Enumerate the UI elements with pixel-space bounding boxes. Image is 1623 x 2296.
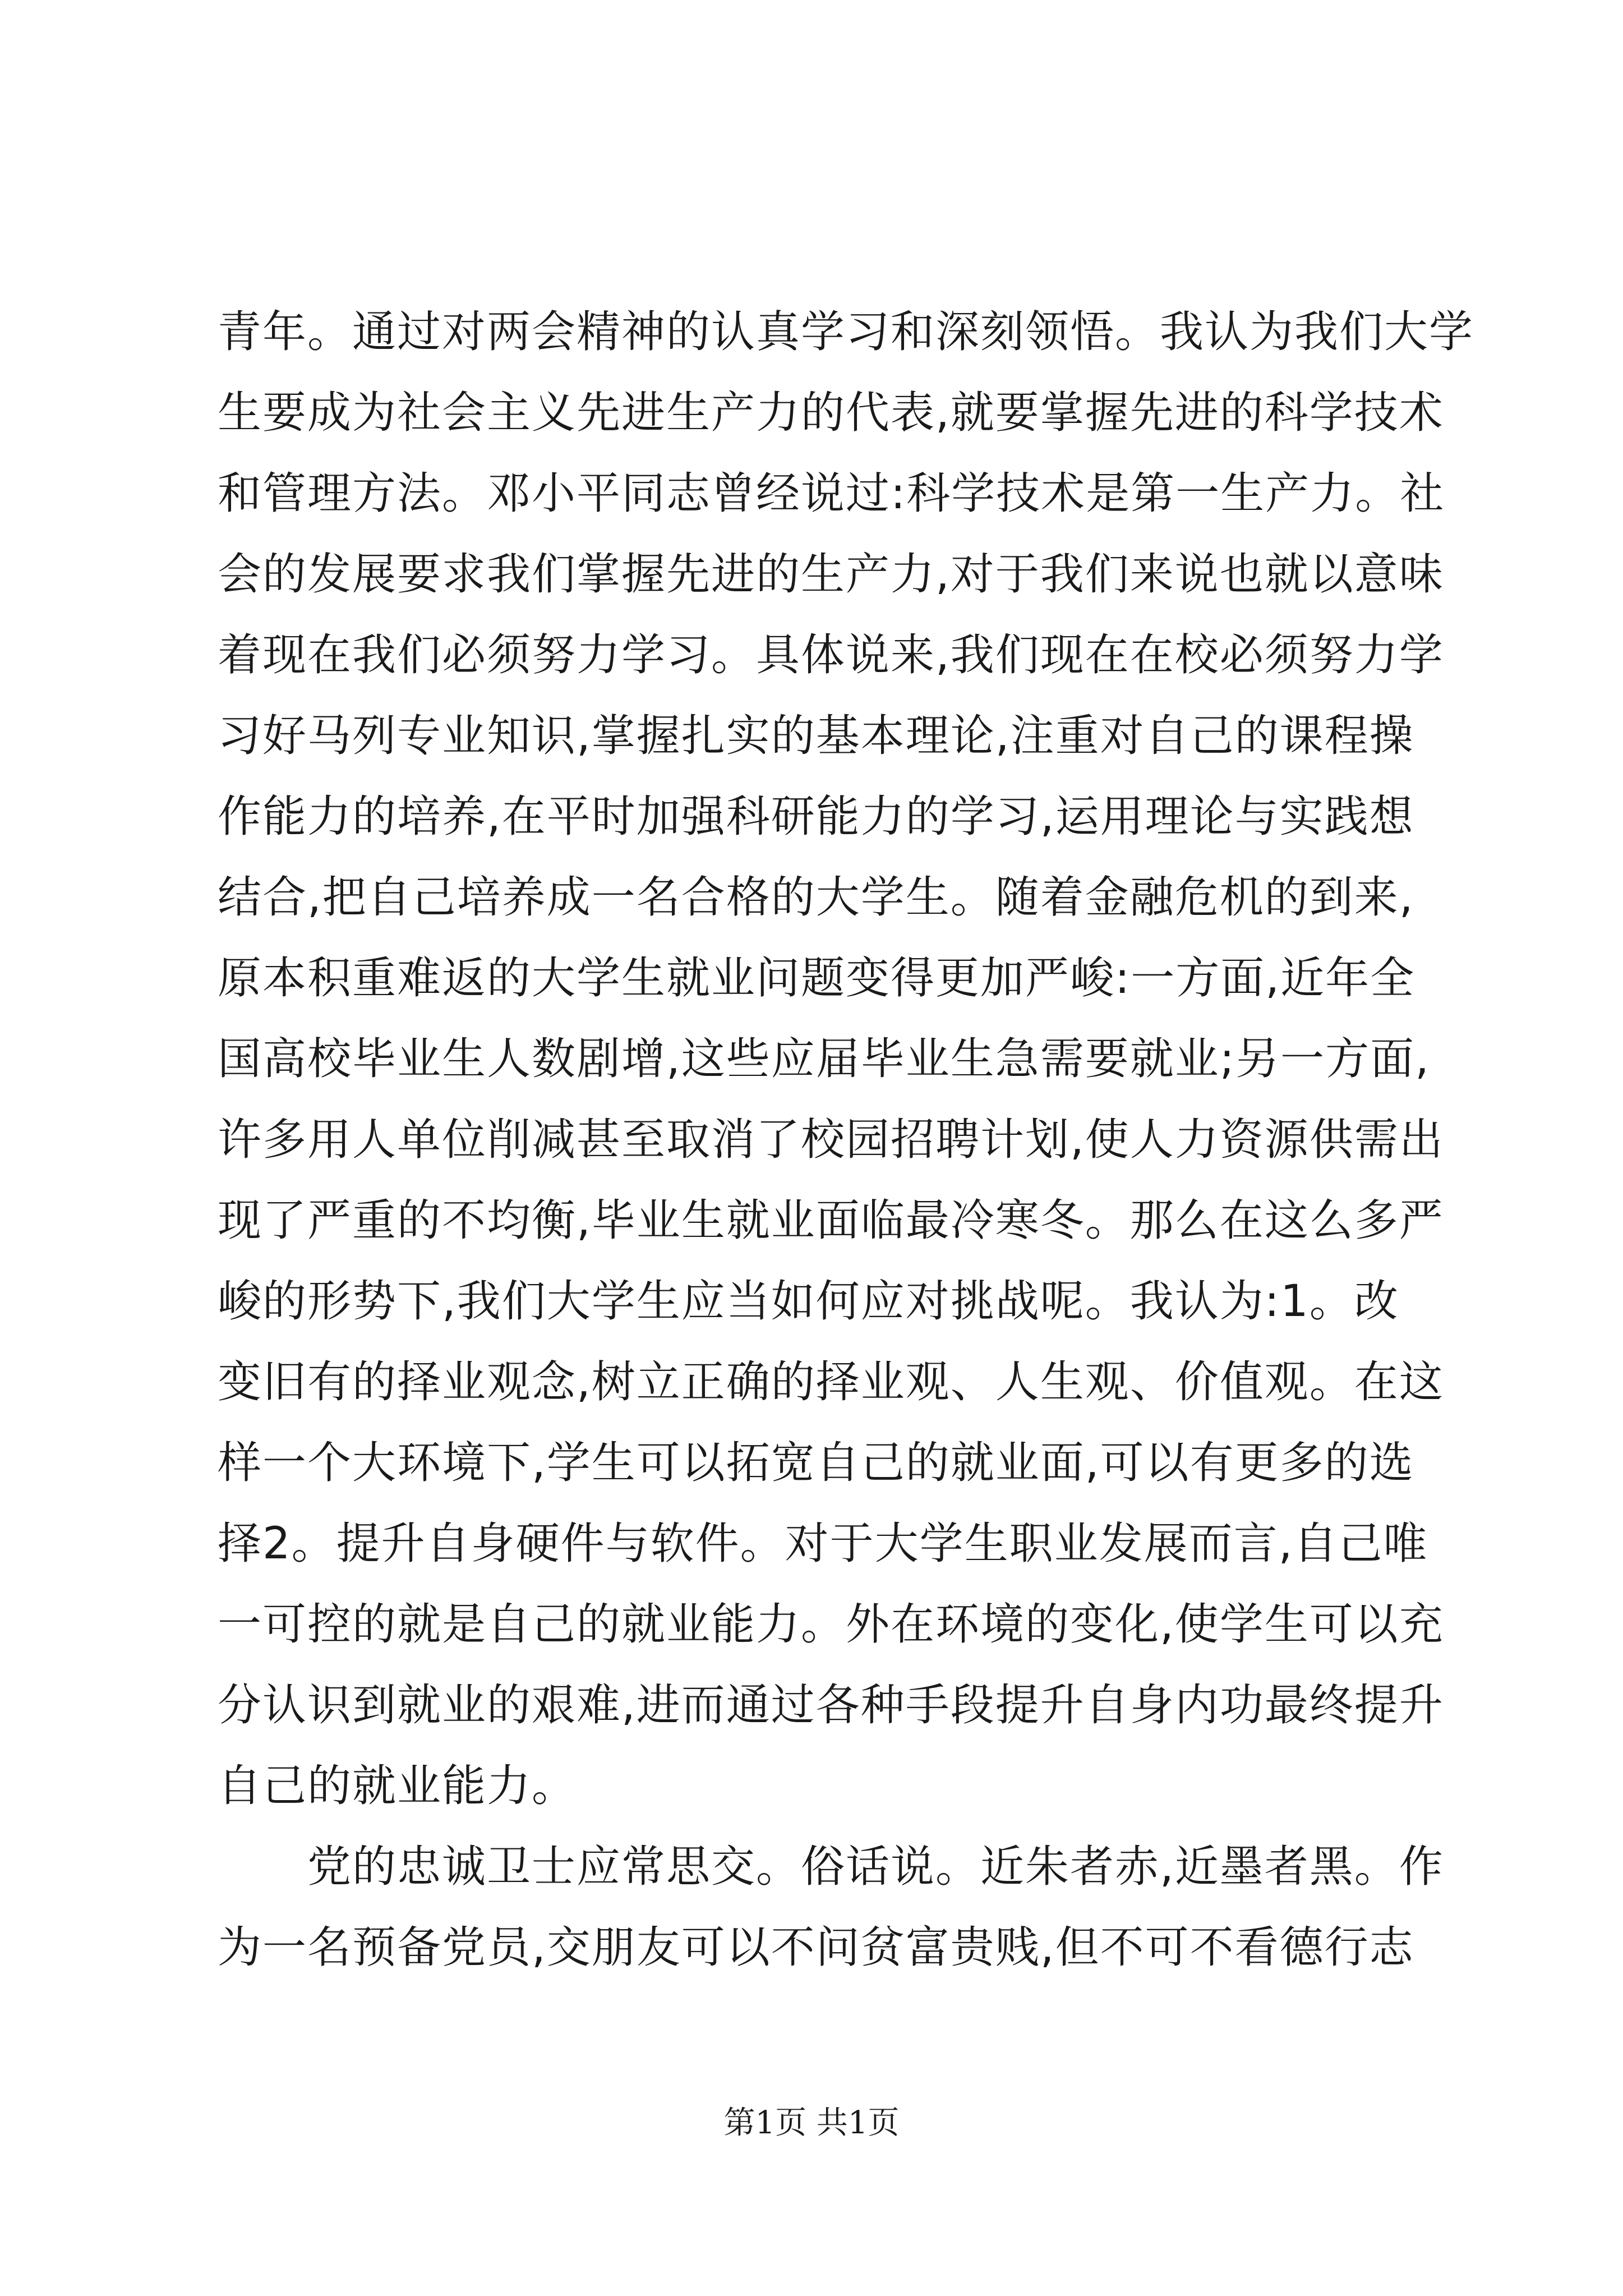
text-line: 党的忠诚卫士应常思交。俗话说。近朱者赤,近墨者黑。作 — [218, 1842, 1444, 1892]
page-footer — [0, 2101, 1623, 2146]
text-line: 择2。提升自身硬件与软件。对于大学生职业发展而言,自己唯 — [218, 1519, 1428, 1569]
text-line: 样一个大环境下,学生可以拓宽自己的就业面,可以有更多的选 — [218, 1438, 1414, 1488]
text-line: 峻的形势下,我们大学生应当如何应对挑战呢。我认为:1。改 — [218, 1276, 1399, 1327]
text-line: 许多用人单位削减甚至取消了校园招聘计划,使人力资源供需出 — [218, 1115, 1444, 1165]
text-line: 习好马列专业知识,掌握扎实的基本理论,注重对自己的课程操 — [218, 711, 1414, 761]
text-line: 着现在我们必须努力学习。具体说来,我们现在在校必须努力学 — [218, 630, 1444, 680]
text-line: 自己的就业能力。 — [218, 1761, 577, 1811]
page-number-label: 第1页 共1页 — [723, 2105, 900, 2141]
text-line: 作能力的培养,在平时加强科研能力的学习,运用理论与实践想 — [218, 792, 1414, 842]
text-line: 和管理方法。邓小平同志曾经说过:科学技术是第一生产力。社 — [218, 468, 1445, 519]
text-line: 现了严重的不均衡,毕业生就业面临最冷寒冬。那么在这么多严 — [218, 1195, 1444, 1246]
text-line: 结合,把自己培养成一名合格的大学生。随着金融危机的到来, — [218, 872, 1414, 923]
text-line: 为一名预备党员,交朋友可以不问贫富贵贱,但不可不看德行志 — [218, 1922, 1414, 1973]
text-line: 分认识到就业的艰难,进而通过各种手段提升自身内功最终提升 — [218, 1680, 1444, 1731]
document-body — [218, 292, 1474, 1988]
text-line: 生要成为社会主义先进生产力的代表,就要掌握先进的科学技术 — [218, 388, 1444, 438]
text-line: 国高校毕业生人数剧增,这些应届毕业生急需要就业;另一方面, — [218, 1034, 1430, 1084]
text-line: 变旧有的择业观念,树立正确的择业观、人生观、价值观。在这 — [218, 1357, 1444, 1407]
text-line: 原本积重难返的大学生就业问题变得更加严峻:一方面,近年全 — [218, 953, 1415, 1004]
text-line: 一可控的就是自己的就业能力。外在环境的变化,使学生可以充 — [218, 1599, 1444, 1650]
text-line: 会的发展要求我们掌握先进的生产力,对于我们来说也就以意味 — [218, 549, 1444, 600]
text-line: 青年。通过对两会精神的认真学习和深刻领悟。我认为我们大学 — [218, 307, 1474, 357]
